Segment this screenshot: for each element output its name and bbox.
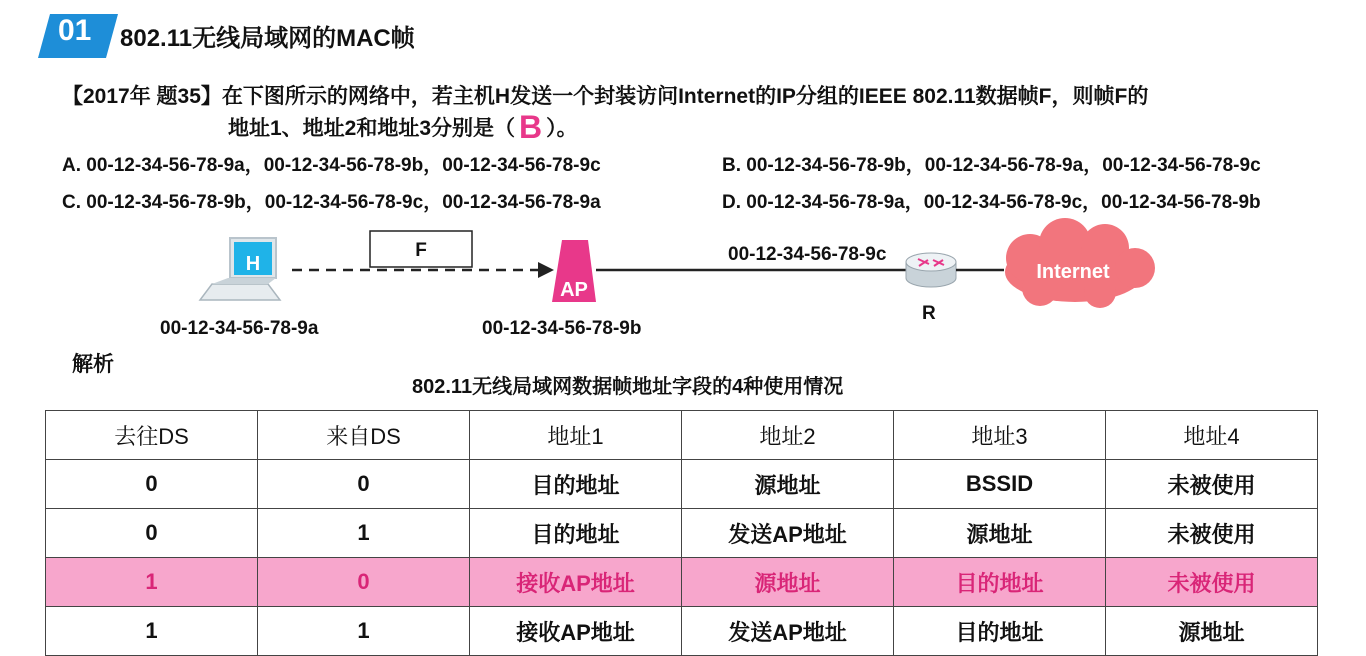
table-cell: 接收AP地址 [470,607,682,656]
header-address-3: 地址3 [894,411,1106,460]
section-number: 01 [58,14,92,47]
option-b: B. 00-12-34-56-78-9b，00-12-34-56-78-9a，00-12-34-56-78-9c [722,155,1261,176]
table-header-row [46,411,1318,460]
header-to-ds: 去往DS [46,411,258,460]
answer-letter: B [519,109,543,145]
table-row [46,509,1318,558]
table-row-highlighted [46,558,1318,607]
table-cell: 0 [46,509,258,558]
table-cell: 未被使用 [1106,509,1318,558]
header-from-ds: 来自DS [258,411,470,460]
table-cell: 目的地址 [470,460,682,509]
option-c: C. 00-12-34-56-78-9b，00-12-34-56-78-9c，00-12-34-56-78-9a [62,192,601,213]
option-d: D. 00-12-34-56-78-9a，00-12-34-56-78-9c，00-12-34-56-78-9b [722,192,1261,213]
table-cell: 发送AP地址 [682,509,894,558]
table-cell: 源地址 [1106,607,1318,656]
table-cell: 1 [46,558,258,607]
table-cell: 未被使用 [1106,558,1318,607]
table-cell: 0 [46,460,258,509]
table-row [46,607,1318,656]
table-cell: 0 [258,558,470,607]
table-cell: BSSID [894,460,1106,509]
router-mac: 00-12-34-56-78-9c [728,244,887,265]
host-label: H [245,253,261,275]
table-cell: 源地址 [894,509,1106,558]
table-cell: 目的地址 [470,509,682,558]
header-address-2: 地址2 [682,411,894,460]
table-cell: 1 [46,607,258,656]
header-address-4: 地址4 [1106,411,1318,460]
question-line-2-text: 地址1、地址2和地址3分别是（ [228,117,516,140]
host-mac: 00-12-34-56-78-9a [160,318,319,339]
cloud-label: Internet [1036,261,1110,283]
table-cell: 源地址 [682,460,894,509]
table-cell: 目的地址 [894,558,1106,607]
frame-arrow-head [538,262,554,278]
address-fields-table [45,410,1318,656]
analysis-label: 解析 [72,353,114,376]
header-address-1: 地址1 [470,411,682,460]
table-cell: 1 [258,607,470,656]
page-title: 802.11无线局域网的MAC帧 [120,25,415,52]
table-cell: 接收AP地址 [470,558,682,607]
table-caption: 802.11无线局域网数据帧地址字段的4种使用情况 [412,376,844,398]
table-cell: 未被使用 [1106,460,1318,509]
table-cell: 0 [258,460,470,509]
frame-label: F [415,240,427,261]
laptop-icon [200,238,280,300]
question-line-2-end: ）。 [546,117,578,140]
table-row [46,460,1318,509]
table-cell: 目的地址 [894,607,1106,656]
ap-label: AP [560,279,588,301]
table-cell: 发送AP地址 [682,607,894,656]
router-label: R [922,303,936,324]
router-icon [906,253,956,287]
table-cell: 源地址 [682,558,894,607]
question-line-1: 【2017年 题35】在下图所示的网络中，若主机H发送一个封装访问Internet的IP分组的IEEE 802.11数据帧F，则帧F的 [62,85,1149,108]
option-a: A. 00-12-34-56-78-9a，00-12-34-56-78-9b，00-12-34-56-78-9c [62,155,601,176]
table-cell: 1 [258,509,470,558]
ap-mac: 00-12-34-56-78-9b [482,318,642,339]
